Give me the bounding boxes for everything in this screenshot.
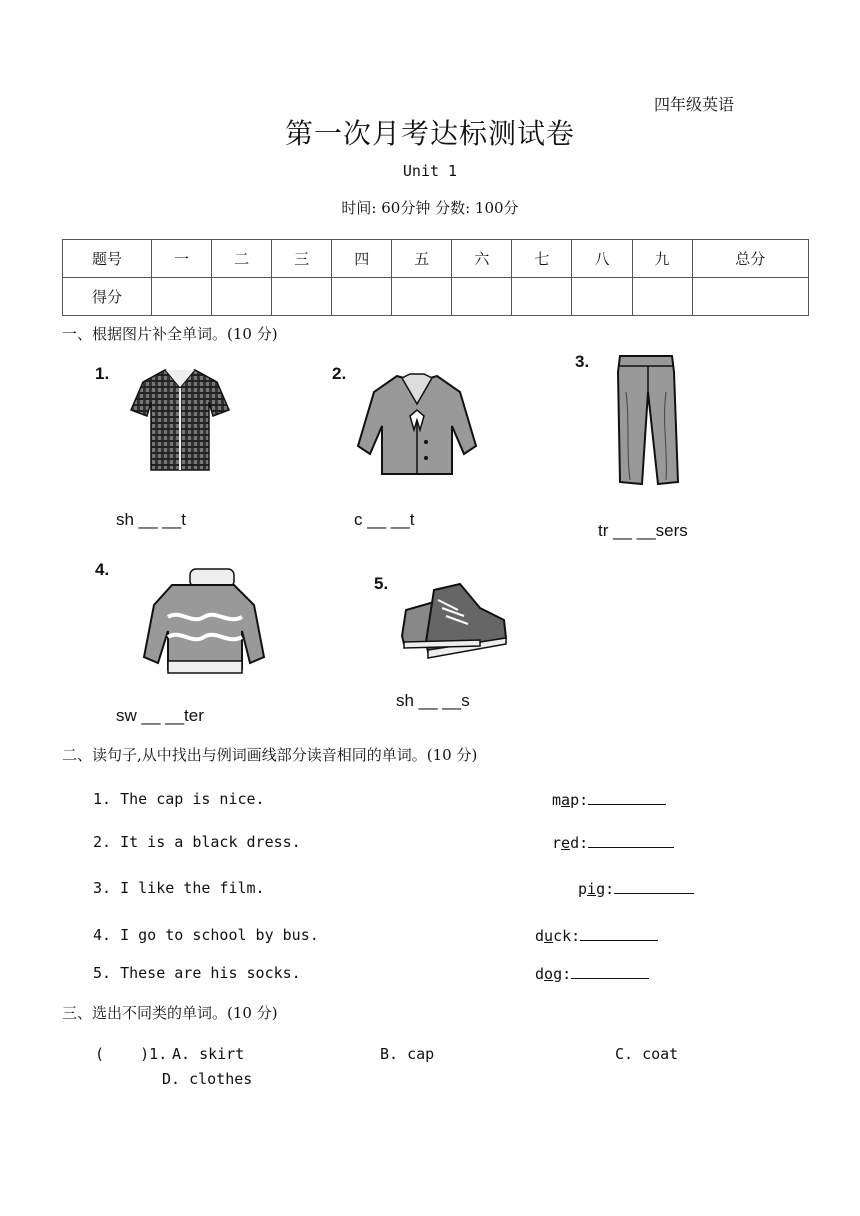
grade-label: 四年级英语 bbox=[654, 95, 735, 114]
option-a: A. skirt bbox=[172, 1045, 245, 1063]
answer-line[interactable] bbox=[588, 790, 666, 805]
example-word-3: pig: bbox=[578, 879, 694, 898]
table-cell: 六 bbox=[452, 240, 512, 278]
section-3-heading: 三、选出不同类的单词。(10 分) bbox=[62, 1004, 278, 1022]
sentence-3: 3. I like the film. bbox=[93, 879, 265, 897]
score-entry-cell[interactable] bbox=[332, 278, 392, 316]
example-word-4: duck: bbox=[535, 926, 658, 945]
item-number: 2. bbox=[332, 364, 347, 383]
table-cell: 总分 bbox=[692, 240, 808, 278]
example-word-2: red: bbox=[552, 833, 674, 852]
coat-icon bbox=[352, 370, 482, 480]
score-entry-cell[interactable] bbox=[572, 278, 632, 316]
section-2-heading: 二、读句子,从中找出与例词画线部分读音相同的单词。(10 分) bbox=[62, 746, 478, 764]
item-number: 5. bbox=[374, 574, 389, 593]
sentence-2: 2. It is a black dress. bbox=[93, 833, 301, 851]
item-number: 1. bbox=[95, 364, 110, 383]
score-table-score-row bbox=[63, 278, 809, 316]
sentence-4: 4. I go to school by bus. bbox=[93, 926, 319, 944]
table-cell: 得分 bbox=[63, 278, 152, 316]
sweater-icon bbox=[138, 565, 268, 683]
shoes-icon bbox=[398, 580, 510, 662]
option-d: D. clothes bbox=[162, 1070, 253, 1088]
score-entry-cell[interactable] bbox=[512, 278, 572, 316]
score-entry-cell[interactable] bbox=[272, 278, 332, 316]
example-word-5: dog: bbox=[535, 964, 649, 983]
table-cell: 题号 bbox=[63, 240, 152, 278]
table-cell: 二 bbox=[212, 240, 272, 278]
item-number: 3. bbox=[575, 352, 590, 371]
option-c: C. coat bbox=[615, 1045, 679, 1063]
word-blank-3[interactable]: tr __ __sers bbox=[598, 521, 688, 540]
question-1-number[interactable]: ( )1. bbox=[95, 1045, 168, 1063]
table-cell: 一 bbox=[152, 240, 212, 278]
score-table bbox=[62, 239, 809, 316]
unit-label: Unit 1 bbox=[402, 162, 458, 180]
sentence-1: 1. The cap is nice. bbox=[93, 790, 265, 808]
time-score-info: 时间: 60分钟 分数: 100分 bbox=[341, 199, 519, 217]
shirt-icon bbox=[125, 362, 235, 480]
answer-line[interactable] bbox=[588, 833, 674, 848]
score-entry-cell[interactable] bbox=[452, 278, 512, 316]
score-table-header-row bbox=[63, 240, 809, 278]
page-title: 第一次月考达标测试卷 bbox=[284, 117, 575, 150]
table-cell: 五 bbox=[392, 240, 452, 278]
table-cell: 七 bbox=[512, 240, 572, 278]
sentence-5: 5. These are his socks. bbox=[93, 964, 301, 982]
example-word-1: map: bbox=[552, 790, 666, 809]
trousers-icon bbox=[612, 352, 682, 488]
word-blank-1[interactable]: sh __ __t bbox=[116, 510, 186, 529]
score-entry-cell[interactable] bbox=[692, 278, 808, 316]
word-blank-2[interactable]: c __ __t bbox=[354, 510, 415, 529]
word-blank-5[interactable]: sh __ __s bbox=[396, 691, 470, 710]
option-b: B. cap bbox=[380, 1045, 435, 1063]
score-entry-cell[interactable] bbox=[152, 278, 212, 316]
word-blank-4[interactable]: sw __ __ter bbox=[116, 706, 204, 725]
table-cell: 九 bbox=[632, 240, 692, 278]
table-cell: 八 bbox=[572, 240, 632, 278]
score-entry-cell[interactable] bbox=[392, 278, 452, 316]
score-entry-cell[interactable] bbox=[632, 278, 692, 316]
item-number: 4. bbox=[95, 560, 110, 579]
score-entry-cell[interactable] bbox=[212, 278, 272, 316]
section-1-heading: 一、根据图片补全单词。(10 分) bbox=[62, 325, 278, 343]
answer-line[interactable] bbox=[580, 926, 658, 941]
table-cell: 四 bbox=[332, 240, 392, 278]
answer-line[interactable] bbox=[571, 964, 649, 979]
answer-line[interactable] bbox=[614, 879, 694, 894]
table-cell: 三 bbox=[272, 240, 332, 278]
